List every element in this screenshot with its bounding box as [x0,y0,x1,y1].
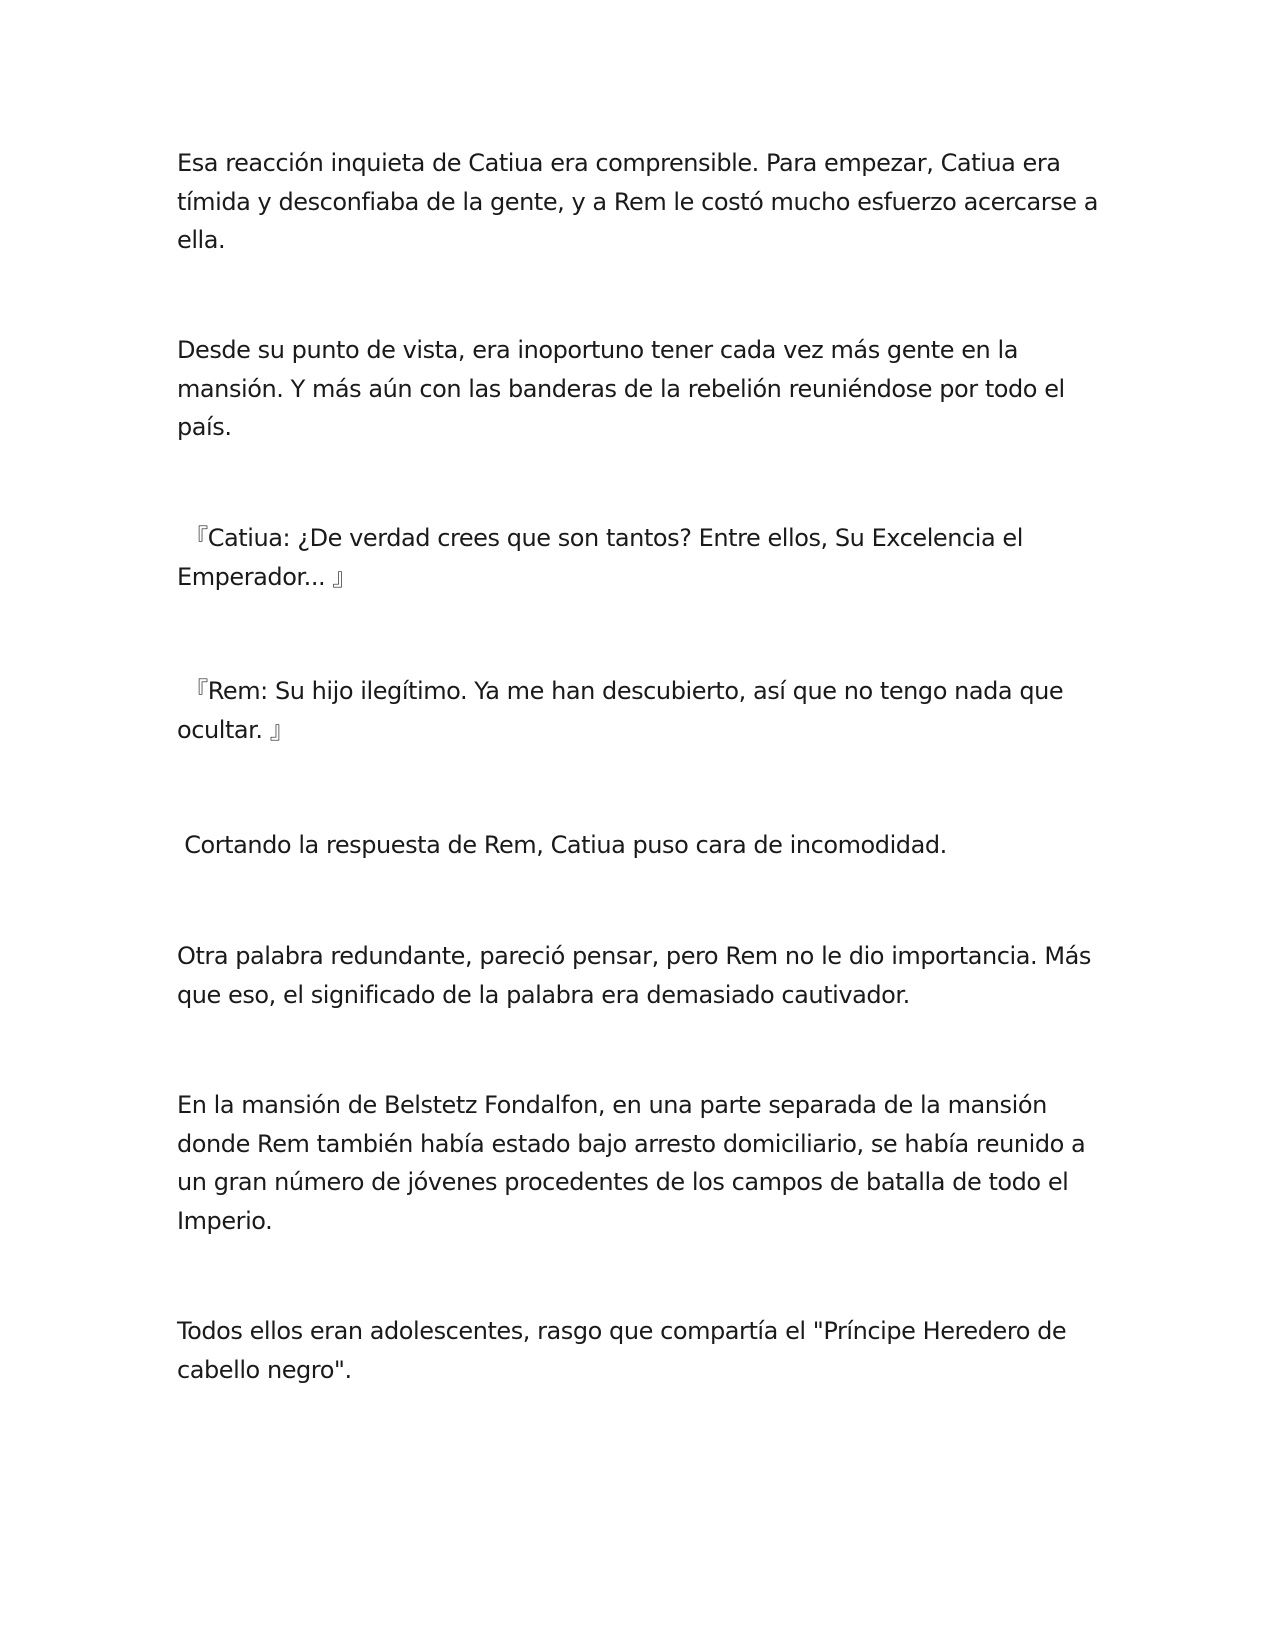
paragraph-6: Otra palabra redundante, pareció pensar, pero Rem no le dio importancia. Más que eso, el significado de la palabra era demasiado cautivador. [177,942,1099,1009]
paragraph-5: Cortando la respuesta de Rem, Catiua puso cara de incomodidad. [177,831,947,859]
paragraph-2: Desde su punto de vista, era inoportuno tener cada vez más gente en la mansión. Y más aún con las banderas de la rebelión reuniéndose por todo el país. [177,336,1072,441]
paragraph-1: Esa reacción inquieta de Catiua era comprensible. Para empezar, Catiua era tímida y desconfiaba de la gente, y a Rem le costó mucho esfuerzo acercarse a ella. [177,149,1106,254]
paragraph-8: Todos ellos eran adolescentes, rasgo que compartía el "Príncipe Heredero de cabello negro". [177,1317,1074,1384]
dialogue-catiua: 『Catiua: ¿De verdad crees que son tantos? Entre ellos, Su Excelencia el Emperador... 』 [177,524,1031,591]
dialogue-rem: 『Rem: Su hijo ilegítimo. Ya me han descubierto, así que no tengo nada que ocultar. 』 [177,677,1071,744]
paragraph-7: En la mansión de Belstetz Fondalfon, en una parte separada de la mansión donde Rem también había estado bajo arresto domiciliario, se había reunido a un gran número de jóvenes procedentes de los campos de batalla de todo el Imperio. [177,1091,1093,1235]
